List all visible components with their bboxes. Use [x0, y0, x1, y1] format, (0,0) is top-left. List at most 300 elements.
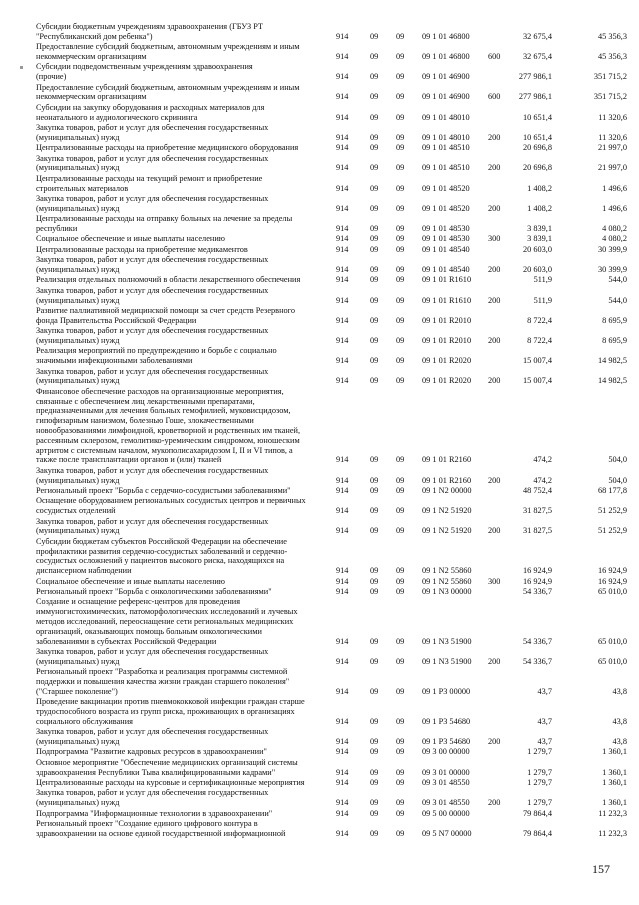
description-line: Социальное обеспечение и иные выплаты населению [36, 576, 225, 586]
grbs-code: 914 [336, 244, 349, 254]
amount-year-2: 16 924,9 [597, 566, 627, 576]
grbs-code: 914 [336, 234, 349, 244]
amount-year-1: 10 651,4 [522, 112, 552, 122]
expense-type-code: 200 [488, 203, 501, 213]
target-article-code: 09 1 N2 55860 [422, 576, 472, 586]
grbs-code: 914 [336, 656, 349, 666]
grbs-code: 914 [336, 376, 349, 386]
amount-year-2: 1 496,6 [602, 183, 627, 193]
amount-year-2: 11 320,6 [598, 132, 627, 142]
amount-year-1: 48 752,4 [522, 486, 552, 495]
section-code: 09 [370, 143, 379, 153]
description-line: Субсидии подведомственным учреждениям здравоохранения [36, 62, 253, 72]
table-row [0, 42, 639, 62]
target-article-code: 09 1 P3 00000 [422, 686, 471, 696]
grbs-code: 914 [336, 72, 349, 82]
table-row [0, 367, 639, 387]
description-line: артритом с системным началом, мукополисахаридозом I, II и VI типов, а [36, 445, 293, 455]
grbs-code: 914 [336, 526, 349, 536]
description-line: значимыми инфекционными заболеваниями [36, 356, 193, 366]
grbs-code: 914 [336, 203, 349, 213]
description-line: Закупка товаров, работ и услуг для обеспечения государственных [36, 516, 269, 526]
grbs-code: 914 [336, 455, 349, 465]
amount-year-2: 65 010,0 [597, 636, 627, 646]
amount-year-2: 21 997,0 [597, 143, 627, 153]
target-article-code: 09 5 N7 00000 [422, 828, 472, 838]
amount-year-1: 3 839,1 [527, 234, 552, 244]
grbs-code: 914 [336, 828, 349, 838]
amount-year-2: 68 177,8 [597, 486, 627, 495]
target-article-code: 09 1 01 R2010 [422, 315, 472, 325]
row-description [36, 286, 326, 306]
amount-year-2: 1 360,1 [602, 778, 627, 787]
subsection-code: 09 [396, 234, 405, 244]
expense-type-code: 200 [488, 526, 501, 536]
row-description [36, 83, 326, 103]
amount-year-2: 504,0 [608, 455, 627, 465]
row-description [36, 577, 326, 587]
row-description [36, 245, 326, 255]
amount-year-2: 8 695,9 [602, 315, 627, 325]
amount-year-1: 79 864,4 [522, 808, 552, 818]
table-row [0, 587, 639, 597]
expense-type-code: 200 [488, 163, 501, 173]
row-description [36, 306, 326, 326]
grbs-code: 914 [336, 506, 349, 516]
amount-year-2: 351 715,2 [593, 92, 627, 102]
expense-type-code: 200 [488, 798, 501, 808]
amount-year-2: 8 695,9 [602, 335, 627, 345]
table-row [0, 346, 639, 366]
grbs-code: 914 [336, 576, 349, 586]
section-code: 09 [370, 736, 379, 746]
subsection-code: 09 [396, 92, 405, 102]
amount-year-2: 43,8 [612, 736, 627, 746]
description-line: методов исследований, переоснащение сети региональных медицинских [36, 616, 294, 626]
table-row [0, 466, 639, 486]
table-row [0, 154, 639, 174]
subsection-code: 09 [396, 72, 405, 82]
description-line: (муниципальных) нужд [36, 376, 120, 386]
description-line: Финансовое обеспечение расходов на организационные мероприятия, [36, 386, 284, 396]
description-line: рассеянным склерозом, гемолитико-уремическим синдромом, юношеским [36, 435, 300, 445]
subsection-code: 09 [396, 264, 405, 274]
table-row [0, 727, 639, 747]
subsection-code: 09 [396, 315, 405, 325]
amount-year-1: 31 827,5 [522, 506, 552, 516]
description-line: (муниципальных) нужд [36, 264, 120, 274]
description-line: Социальное обеспечение и иные выплаты населению [36, 234, 225, 244]
description-line: Региональный проект "Создание единого цифрового контура в [36, 819, 258, 828]
amount-year-2: 43,8 [612, 686, 627, 696]
row-description [36, 597, 326, 646]
description-line: Закупка товаров, работ и услуг для обеспечения государственных [36, 194, 269, 203]
description-line: неонатального и аудиологического скрининга [36, 112, 198, 122]
section-code: 09 [370, 51, 379, 61]
section-code: 09 [370, 767, 379, 777]
amount-year-2: 51 252,9 [597, 526, 627, 536]
row-description [36, 758, 326, 778]
amount-year-2: 544,0 [608, 275, 627, 285]
subsection-code: 09 [396, 636, 405, 646]
target-article-code: 09 1 01 48510 [422, 163, 470, 173]
grbs-code: 914 [336, 132, 349, 142]
description-line: Закупка товаров, работ и услуг для обеспечения государственных [36, 647, 269, 656]
row-description [36, 42, 326, 62]
row-description [36, 778, 326, 788]
description-line: некоммерческим организациям [36, 92, 147, 102]
amount-year-2: 11 232,3 [598, 828, 627, 838]
expense-type-code: 200 [488, 736, 501, 746]
description-line: Оснащение оборудованием региональных сосудистых центров и первичных [36, 496, 306, 506]
table-row [0, 103, 639, 123]
table-row [0, 496, 639, 516]
subsection-code: 09 [396, 112, 405, 122]
subsection-code: 09 [396, 576, 405, 586]
description-line: также после трансплантации органов и (или) тканей [36, 455, 222, 465]
grbs-code: 914 [336, 736, 349, 746]
amount-year-1: 1 279,7 [527, 747, 552, 757]
grbs-code: 914 [336, 716, 349, 726]
section-code: 09 [370, 132, 379, 142]
description-line: Создание и оснащение референс-центров для проведения [36, 597, 241, 607]
target-article-code: 09 3 01 00000 [422, 767, 470, 777]
row-description [36, 174, 326, 194]
grbs-code: 914 [336, 335, 349, 345]
description-line: Предоставление субсидий бюджетным, автономным учреждениям и иным [36, 82, 300, 92]
section-code: 09 [370, 264, 379, 274]
table-row [0, 123, 639, 143]
table-row [0, 819, 639, 839]
description-line: Реализация отдельных полномочий в области лекарственного обеспечения [36, 275, 301, 285]
amount-year-1: 32 675,4 [522, 31, 552, 41]
subsection-code: 09 [396, 486, 405, 495]
grbs-code: 914 [336, 315, 349, 325]
target-article-code: 09 1 01 R2020 [422, 376, 472, 386]
subsection-code: 09 [396, 526, 405, 536]
section-code: 09 [370, 778, 379, 787]
target-article-code: 09 1 01 48520 [422, 203, 470, 213]
description-line: (муниципальных) нужд [36, 656, 120, 666]
description-line: новообразованиями лимфоидной, кроветворной и родственных им тканей, [36, 425, 301, 435]
description-line: социального обслуживания [36, 716, 133, 726]
amount-year-1: 1 408,2 [527, 183, 552, 193]
section-code: 09 [370, 72, 379, 82]
table-row [0, 174, 639, 194]
subsection-code: 09 [396, 356, 405, 366]
section-code: 09 [370, 376, 379, 386]
description-line: (муниципальных) нужд [36, 526, 120, 536]
target-article-code: 09 1 01 46800 [422, 31, 470, 41]
target-article-code: 09 1 01 48520 [422, 183, 470, 193]
table-row [0, 143, 639, 153]
table-row [0, 326, 639, 346]
subsection-code: 09 [396, 183, 405, 193]
description-line: республики [36, 223, 78, 233]
subsection-code: 09 [396, 223, 405, 233]
amount-year-2: 14 982,5 [597, 356, 627, 366]
description-line: (муниципальных) нужд [36, 163, 120, 173]
amount-year-1: 20 603,0 [522, 244, 552, 254]
amount-year-2: 21 997,0 [597, 163, 627, 173]
subsection-code: 09 [396, 716, 405, 726]
target-article-code: 09 1 01 R2160 [422, 475, 472, 485]
description-line: Региональный проект "Разработка и реализация программы системной [36, 667, 288, 677]
section-code: 09 [370, 475, 379, 485]
target-article-code: 09 5 00 00000 [422, 808, 470, 818]
description-line: (муниципальных) нужд [36, 736, 120, 746]
section-code: 09 [370, 223, 379, 233]
section-code: 09 [370, 335, 379, 345]
table-row [0, 597, 639, 646]
row-description [36, 667, 326, 696]
row-description [36, 747, 326, 757]
subsection-code: 09 [396, 244, 405, 254]
description-line: Централизованные расходы на приобретение медицинского оборудования [36, 143, 299, 153]
subsection-code: 09 [396, 51, 405, 61]
row-description [36, 194, 326, 214]
row-description [36, 697, 326, 726]
section-code: 09 [370, 808, 379, 818]
section-code: 09 [370, 587, 379, 596]
amount-year-2: 45 356,3 [597, 51, 627, 61]
description-line: (прочие) [36, 72, 67, 82]
description-line: Субсидии бюджетам субъектов Российской Федерации на обеспечение [36, 536, 287, 546]
row-description [36, 255, 326, 275]
description-line: (муниципальных) нужд [36, 475, 120, 485]
target-article-code: 09 1 01 48010 [422, 132, 470, 142]
grbs-code: 914 [336, 31, 349, 41]
amount-year-1: 54 336,7 [522, 656, 552, 666]
subsection-code: 09 [396, 295, 405, 305]
subsection-code: 09 [396, 808, 405, 818]
description-line: Централизованные расходы на приобретение медикаментов [36, 244, 248, 254]
row-description [36, 466, 326, 486]
row-description [36, 103, 326, 123]
subsection-code: 09 [396, 656, 405, 666]
table-row [0, 245, 639, 255]
description-line: трудоспособного возраста из групп риска, проживающих в организациях [36, 706, 295, 716]
description-line: Закупка товаров, работ и услуг для обеспечения государственных [36, 326, 269, 336]
section-code: 09 [370, 31, 379, 41]
amount-year-2: 11 320,6 [598, 112, 627, 122]
description-line: Централизованные расходы на текущий ремонт и приобретение [36, 173, 263, 183]
amount-year-1: 8 722,4 [527, 315, 552, 325]
description-line: Закупка товаров, работ и услуг для обеспечения государственных [36, 285, 269, 295]
target-article-code: 09 3 00 00000 [422, 747, 470, 757]
description-line: Развитие паллиативной медицинской помощи за счет средств Резервного [36, 306, 295, 315]
section-code: 09 [370, 112, 379, 122]
grbs-code: 914 [336, 143, 349, 153]
grbs-code: 914 [336, 475, 349, 485]
section-code: 09 [370, 716, 379, 726]
expense-type-code: 200 [488, 264, 501, 274]
subsection-code: 09 [396, 747, 405, 757]
row-description [36, 154, 326, 174]
description-line: поддержки и повышения качества жизни граждан старшего поколения" [36, 676, 290, 686]
expense-type-code: 200 [488, 295, 501, 305]
amount-year-1: 1 408,2 [527, 203, 552, 213]
description-line: ("Старшее поколение") [36, 686, 118, 696]
expense-type-code: 200 [488, 376, 501, 386]
amount-year-2: 504,0 [608, 475, 627, 485]
amount-year-1: 1 279,7 [527, 767, 552, 777]
row-description [36, 367, 326, 387]
description-line: фонда Правительства Российской Федерации [36, 315, 197, 325]
amount-year-1: 277 986,1 [518, 72, 552, 82]
amount-year-1: 79 864,4 [522, 828, 552, 838]
row-description [36, 62, 326, 82]
amount-year-2: 30 399,9 [597, 264, 627, 274]
description-line: (муниципальных) нужд [36, 295, 120, 305]
amount-year-2: 14 982,5 [597, 376, 627, 386]
table-row [0, 62, 639, 82]
row-description [36, 587, 326, 597]
amount-year-2: 16 924,9 [597, 576, 627, 586]
description-line: Основное мероприятие "Обеспечение медицинских организаций системы [36, 757, 298, 767]
target-article-code: 09 1 01 46800 [422, 51, 470, 61]
subsection-code: 09 [396, 275, 405, 285]
description-line: Региональный проект "Борьба с онкологическими заболеваниями" [36, 587, 272, 596]
description-line: профилактики развития сердечно-сосудистых заболеваний и сердечно- [36, 546, 288, 556]
grbs-code: 914 [336, 747, 349, 757]
grbs-code: 914 [336, 183, 349, 193]
amount-year-1: 15 007,4 [522, 356, 552, 366]
table-row [0, 286, 639, 306]
description-line: Закупка товаров, работ и услуг для обеспечения государственных [36, 465, 269, 475]
section-code: 09 [370, 506, 379, 516]
expense-type-code: 600 [488, 51, 501, 61]
grbs-code: 914 [336, 295, 349, 305]
amount-year-1: 31 827,5 [522, 526, 552, 536]
amount-year-2: 1 360,1 [602, 798, 627, 808]
description-line: здравоохранения Республики Тыва квалифицированными кадрами" [36, 767, 276, 777]
target-article-code: 09 1 01 48010 [422, 112, 470, 122]
amount-year-1: 15 007,4 [522, 376, 552, 386]
section-code: 09 [370, 566, 379, 576]
amount-year-1: 20 696,8 [522, 163, 552, 173]
section-code: 09 [370, 203, 379, 213]
description-line: сосудистых отделений [36, 506, 116, 516]
row-description [36, 517, 326, 537]
grbs-code: 914 [336, 163, 349, 173]
section-code: 09 [370, 656, 379, 666]
amount-year-2: 1 360,1 [602, 747, 627, 757]
subsection-code: 09 [396, 143, 405, 153]
table-row [0, 255, 639, 275]
target-article-code: 09 1 01 R2020 [422, 356, 472, 366]
section-code: 09 [370, 747, 379, 757]
subsection-code: 09 [396, 566, 405, 576]
expense-type-code: 200 [488, 335, 501, 345]
section-code: 09 [370, 576, 379, 586]
expense-type-code: 600 [488, 92, 501, 102]
row-description [36, 727, 326, 747]
amount-year-1: 474,2 [533, 475, 552, 485]
description-line: некоммерческим организациям [36, 51, 147, 61]
section-code: 09 [370, 315, 379, 325]
subsection-code: 09 [396, 475, 405, 485]
row-description [36, 143, 326, 153]
expense-type-code: 200 [488, 132, 501, 142]
row-description [36, 647, 326, 667]
row-description [36, 537, 326, 576]
target-article-code: 09 1 01 R1610 [422, 295, 472, 305]
grbs-code: 914 [336, 486, 349, 495]
description-line: Подпрограмма "Развитие кадровых ресурсов в здравоохранении" [36, 747, 267, 757]
grbs-code: 914 [336, 798, 349, 808]
amount-year-1: 10 651,4 [522, 132, 552, 142]
row-description [36, 809, 326, 819]
row-description [36, 234, 326, 244]
grbs-code: 914 [336, 767, 349, 777]
description-line: иммуногистохимических, патоморфологических исследований и лучевых [36, 607, 298, 617]
row-description [36, 214, 326, 234]
target-article-code: 09 1 P3 54680 [422, 716, 471, 726]
section-code: 09 [370, 234, 379, 244]
subsection-code: 09 [396, 376, 405, 386]
amount-year-2: 43,8 [612, 716, 627, 726]
target-article-code: 09 1 01 46900 [422, 72, 470, 82]
amount-year-2: 4 080,2 [602, 234, 627, 244]
expense-type-code: 200 [488, 475, 501, 485]
grbs-code: 914 [336, 566, 349, 576]
description-line: Региональный проект "Борьба с сердечно-сосудистыми заболеваниями" [36, 486, 291, 495]
table-row [0, 275, 639, 285]
amount-year-1: 16 924,9 [522, 566, 552, 576]
subsection-code: 09 [396, 736, 405, 746]
description-line: Субсидии бюджетным учреждениям здравоохранения (ГБУЗ РТ [36, 22, 264, 31]
table-row [0, 214, 639, 234]
row-description [36, 496, 326, 516]
amount-year-2: 351 715,2 [593, 72, 627, 82]
description-line: Реализация мероприятий по предупреждению и борьбе с социально [36, 346, 277, 356]
table-row [0, 22, 639, 42]
section-code: 09 [370, 244, 379, 254]
subsection-code: 09 [396, 132, 405, 142]
subsection-code: 09 [396, 203, 405, 213]
subsection-code: 09 [396, 587, 405, 596]
description-line: строительных материалов [36, 183, 129, 193]
target-article-code: 09 1 01 48540 [422, 244, 470, 254]
amount-year-2: 51 252,9 [597, 506, 627, 516]
table-row [0, 577, 639, 587]
section-code: 09 [370, 356, 379, 366]
description-line: (муниципальных) нужд [36, 203, 120, 213]
table-row [0, 809, 639, 819]
subsection-code: 09 [396, 767, 405, 777]
section-code: 09 [370, 636, 379, 646]
grbs-code: 914 [336, 778, 349, 787]
description-line: Закупка товаров, работ и услуг для обеспечения государственных [36, 727, 269, 737]
row-description [36, 387, 326, 465]
target-article-code: 09 1 01 46900 [422, 92, 470, 102]
amount-year-2: 65 010,0 [597, 656, 627, 666]
target-article-code: 09 1 01 R1610 [422, 275, 472, 285]
subsection-code: 09 [396, 455, 405, 465]
subsection-code: 09 [396, 798, 405, 808]
grbs-code: 914 [336, 92, 349, 102]
description-line: Субсидии на закупку оборудования и расходных материалов для [36, 102, 265, 112]
target-article-code: 09 1 N3 51900 [422, 656, 472, 666]
target-article-code: 09 1 01 R2010 [422, 335, 472, 345]
description-line: диспансерном наблюдении [36, 566, 132, 576]
row-description [36, 788, 326, 808]
expense-type-code: 300 [488, 234, 501, 244]
table-row [0, 788, 639, 808]
amount-year-1: 511,9 [533, 275, 552, 285]
row-description [36, 326, 326, 346]
